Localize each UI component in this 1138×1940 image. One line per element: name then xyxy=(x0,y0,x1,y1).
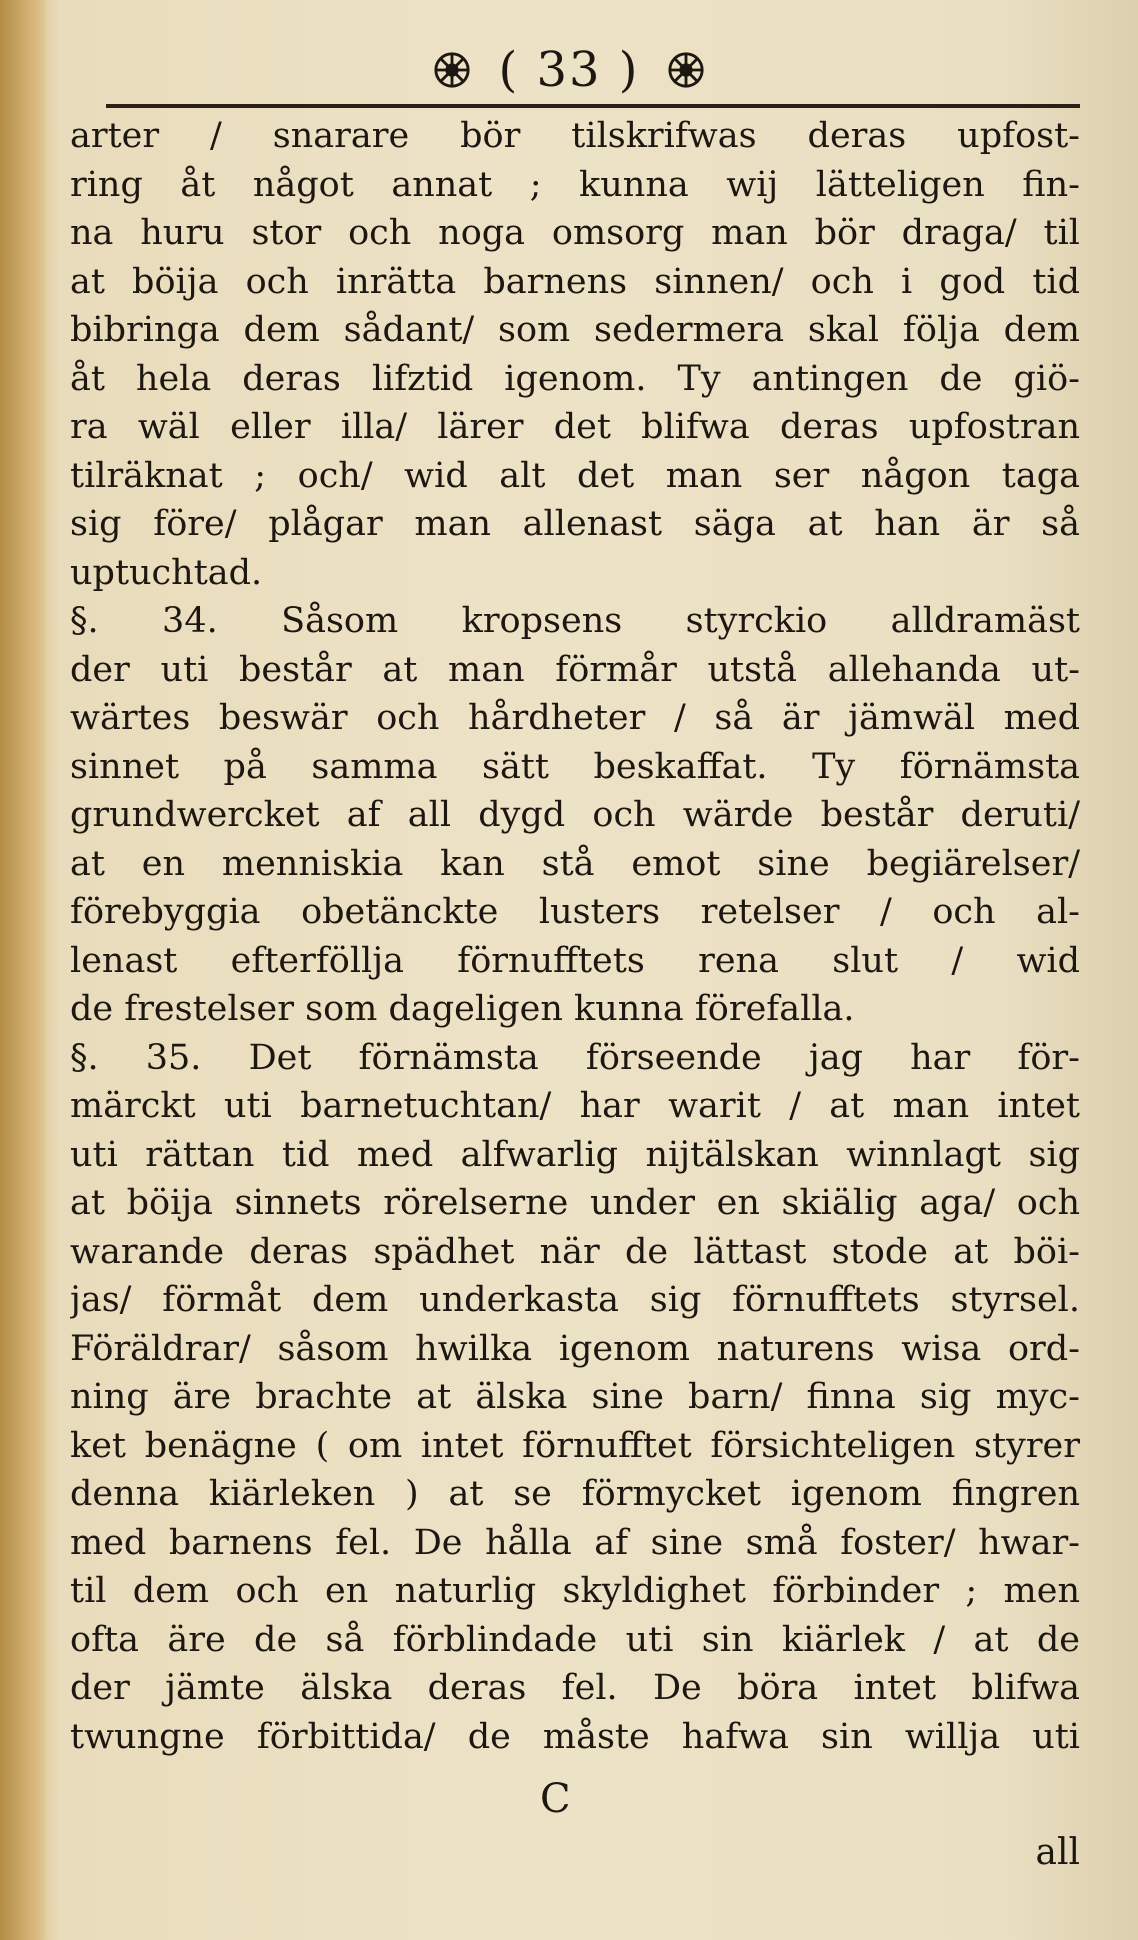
text-line: til dem och en naturlig skyldighet förbinder ; men xyxy=(70,1571,1080,1611)
text-line: at böija sinnets rörelserne under en skiälig aga/ och xyxy=(70,1183,1080,1223)
text-line: lenast efterföllja förnufftets rena slut / wid xyxy=(70,940,1080,981)
text-line: at en menniskia kan stå emot sine begiärelser/ xyxy=(70,843,1080,884)
text-line: de frestelser som dageligen kunna förefalla. xyxy=(70,989,855,1029)
text-line: sig före/ plågar man allenast säga at han är så xyxy=(70,504,1080,544)
text-line: grundwercket af all dygd och wärde består deruti/ xyxy=(70,795,1080,835)
text-line: med barnens fel. De hålla af sine små foster/ hwar- xyxy=(70,1522,1080,1563)
text-line: förebyggia obetänckte lusters retelser / och al- xyxy=(70,892,1080,932)
ornament-icon xyxy=(433,51,471,89)
text-line: na huru stor och noga omsorg man bör draga/ til xyxy=(70,213,1080,253)
text-line: tilräknat ; och/ wid alt det man ser någon taga xyxy=(70,455,1080,496)
text-line: wärtes beswär och hårdheter / så är jämwäl med xyxy=(70,698,1080,738)
paragraph-35-line: §. 35. Det förnämsta förseende jag har för- xyxy=(70,1037,1080,1078)
text-line: åt hela deras lifztid igenom. Ty antingen de giö- xyxy=(70,358,1080,399)
text-line: jas/ förmåt dem underkasta sig förnufftets styrsel. xyxy=(70,1280,1080,1320)
text-line: der jämte älska deras fel. De böra intet blifwa xyxy=(70,1668,1080,1708)
signature-mark: C xyxy=(540,1776,571,1822)
page-footer xyxy=(70,1776,1080,1896)
page-header xyxy=(0,38,1138,98)
text-line: twungne förbittida/ de måste hafwa sin willja uti xyxy=(70,1716,1080,1757)
text-line: Föräldrar/ såsom hwilka igenom naturens wisa ord- xyxy=(70,1328,1080,1369)
text-line: ra wäl eller illa/ lärer det blifwa deras upfostran xyxy=(70,407,1080,447)
text-line: ring åt något annat ; kunna wij lätteligen fin- xyxy=(70,164,1080,205)
text-line: ning äre brachte at älska sine barn/ finna sig myc- xyxy=(70,1377,1080,1417)
text-line: bibringa dem sådant/ som sedermera skal följa dem xyxy=(70,310,1080,350)
text-line: ofta äre de så förblindade uti sin kiärlek / at de xyxy=(70,1619,1080,1660)
text-line: sinnet på samma sätt beskaffat. Ty förnämsta xyxy=(70,746,1080,787)
paragraph-34-line: §. 34. Såsom kropsens styrckio alldramäst xyxy=(70,601,1080,641)
text-line: uptuchtad. xyxy=(70,552,263,593)
page-gutter xyxy=(0,0,48,1940)
text-line: uti rättan tid med alfwarlig nijtälskan winnlagt sig xyxy=(70,1134,1080,1175)
text-line: der uti består at man förmår utstå allehanda ut- xyxy=(70,649,1080,690)
text-line: märckt uti barnetuchtan/ har warit / at man intet xyxy=(70,1086,1080,1126)
catchword: all xyxy=(1035,1832,1080,1873)
text-line: ket benägne ( om intet förnufftet försichteligen styrer xyxy=(70,1425,1080,1466)
text-line: arter / snarare bör tilskrifwas deras upfost- xyxy=(70,116,1080,156)
page-number: ( 33 ) xyxy=(498,41,640,98)
text-line: denna kiärleken ) at se förmycket igenom fingren xyxy=(70,1474,1080,1514)
text-body xyxy=(70,112,1080,1761)
text-line: warande deras spädhet när de lättast stode at böi- xyxy=(70,1231,1080,1272)
text-line: at böija och inrätta barnens sinnen/ och i god tid xyxy=(70,261,1080,302)
ornament-icon xyxy=(667,51,705,89)
header-rule xyxy=(106,104,1080,108)
